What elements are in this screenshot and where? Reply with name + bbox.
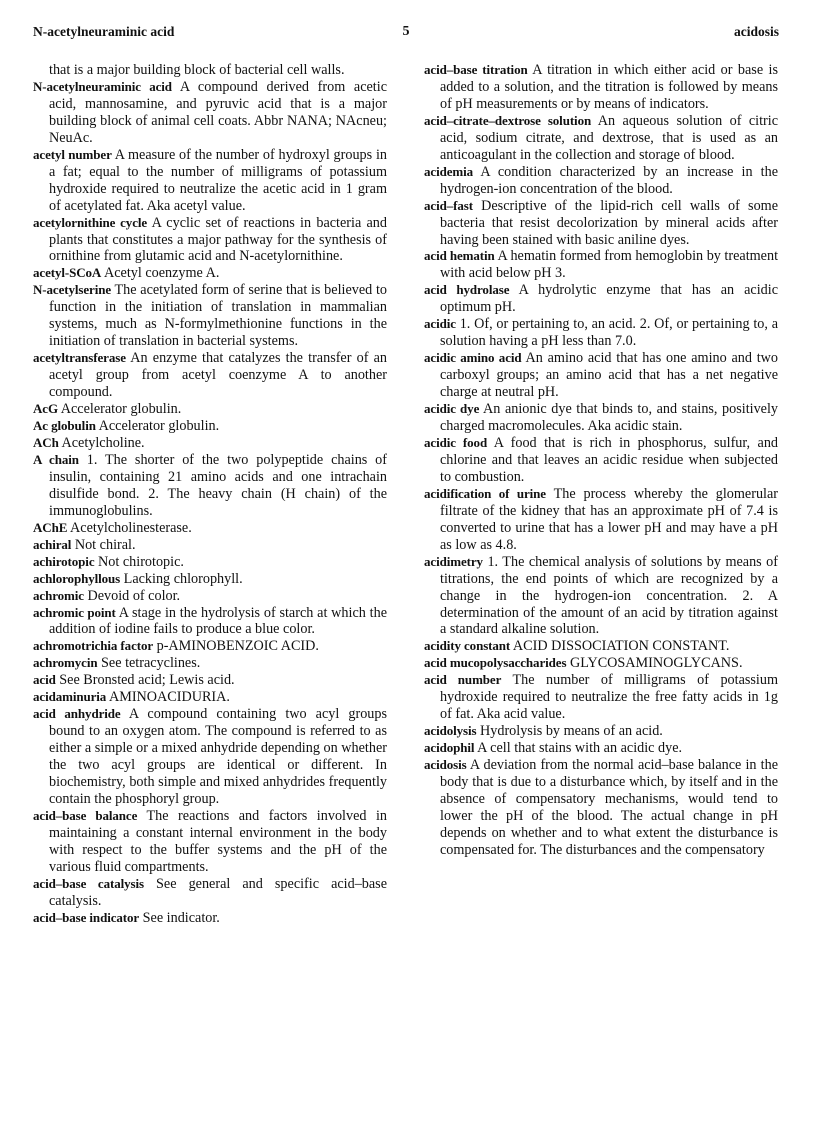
entry-definition: Acetylcholinesterase. — [70, 519, 192, 536]
dictionary-entry — [424, 401, 778, 435]
entry-definition: An enzyme that catalyzes the transfer of an acetyl group from acetyl coenzyme A to another compound. — [49, 350, 387, 401]
entry-definition: A food that is rich in phosphorus, sulfur, and chlorine and that leaves an acidic residue when subjected to combustion. — [440, 434, 779, 485]
entry-definition: An amino acid that has one amino and two carboxyl groups; an amino acid that has a net negative charge at neutral pH. — [440, 350, 779, 401]
dictionary-entry — [33, 808, 387, 876]
entry-term: achlorophyllous — [33, 570, 121, 586]
entry-term: N-acetylserine — [33, 282, 112, 298]
right-guide-word: acidosis — [733, 24, 779, 39]
dictionary-entry — [33, 655, 387, 672]
right-column — [424, 62, 778, 859]
entry-term: acidic food — [424, 434, 488, 450]
entry-term: acidic — [424, 316, 456, 332]
entry-definition: The process whereby the glomerular filtrate of the kidney that has an approximate pH of 7.4 is converted to urine that has a lower pH and may have a pH as low as 4.8. — [440, 485, 779, 553]
dictionary-entry — [33, 605, 387, 639]
entry-term: acid–fast — [424, 197, 473, 213]
page-header — [33, 24, 779, 46]
dictionary-entry — [33, 62, 387, 79]
dictionary-entry — [424, 282, 778, 316]
entry-definition: A compound containing two acyl groups bound to an oxygen atom. The compound is referred to as either a simple or a mixed anhydride depending on whether the two acyl groups are identical or different. In biochemistry, both simple and mixed anhydrides frequently contain the phosphoryl group. — [49, 706, 387, 807]
entry-definition: A cyclic set of reactions in bacteria and plants that constitutes a major pathway for the synthesis of ornithine from glutamic acid and N-acetylornithine. — [49, 214, 387, 265]
entry-definition: See tetracyclines. — [101, 655, 201, 672]
entry-term: acidimetry — [424, 553, 483, 569]
entry-definition: 1. Of, or pertaining to, an acid. 2. Of, or pertaining to, a solution having a pH less than 7.0. — [440, 316, 778, 350]
dictionary-entry — [33, 418, 387, 435]
dictionary-entry — [33, 350, 387, 401]
entry-term: acid–citrate–dextrose solution — [424, 112, 592, 128]
dictionary-entry — [33, 706, 387, 808]
dictionary-entry — [33, 401, 387, 418]
dictionary-entry — [424, 350, 778, 401]
entry-definition: 1. The chemical analysis of solutions by means of titrations, the end points of which are recognized by a change in the hydrogen-ion concentration. 2. A determination of the amount of an acid by titration against a standard alkaline solution. — [440, 553, 779, 638]
dictionary-entry — [33, 520, 387, 537]
entry-term: acid number — [424, 672, 502, 688]
entry-definition: AMINOACIDURIA. — [108, 689, 230, 706]
dictionary-entry — [424, 164, 778, 198]
entry-definition: A hydrolytic enzyme that has an acidic optimum pH. — [440, 282, 779, 316]
entry-term: Ac globulin — [33, 418, 96, 434]
entry-definition: A hematin formed from hemoglobin by treatment with acid below pH 3. — [440, 248, 779, 282]
dictionary-entry — [33, 215, 387, 266]
entry-term: achromic point — [33, 604, 116, 620]
dictionary-entry — [33, 588, 387, 605]
entry-definition: Accelerator globulin. — [60, 401, 182, 418]
entry-definition: A cell that stains with an acidic dye. — [477, 740, 683, 757]
dictionary-entry — [33, 147, 387, 215]
entry-term: acid mucopolysaccharides — [424, 655, 567, 671]
entry-definition: The number of milligrams of potassium hydroxide required to neutralize the free fatty acids in 1g of fat. Aka acid value. — [440, 672, 778, 723]
entry-definition: The reactions and factors involved in maintaining a constant internal environment in the body with respect to the buffer systems and the pH of the various fluid compartments. — [49, 807, 387, 875]
entry-term: achromic — [33, 587, 84, 603]
entry-term: acidity constant — [424, 638, 511, 654]
entry-term: acid–base balance — [33, 807, 138, 823]
entry-term: acid–base catalysis — [33, 875, 144, 891]
left-guide-word: N-acetylneuraminic acid — [33, 24, 175, 39]
left-column — [33, 62, 387, 927]
dictionary-entry — [424, 486, 778, 554]
entry-term: ACh — [33, 434, 59, 450]
entry-term: AcG — [33, 401, 58, 417]
dictionary-entry — [33, 435, 387, 452]
entry-definition: GLYCOSAMINOGLYCANS. — [569, 655, 743, 672]
dictionary-entry — [424, 740, 778, 757]
entry-term: acidemia — [424, 163, 474, 179]
entry-term: acidolysis — [424, 723, 477, 739]
dictionary-entry — [33, 282, 387, 350]
entry-definition: A deviation from the normal acid–base balance in the body that is due to a disturbance which, by itself and in the absence of compensatory mechanisms, would tend to lower the pH of the blood. The actual change in pH depends on whether and to what extent the disturbance is compensated for. The disturbances and the compensatory — [440, 757, 778, 858]
entry-term: acetyl number — [33, 146, 112, 162]
dictionary-entry — [424, 554, 778, 639]
dictionary-entry — [33, 452, 387, 520]
entry-definition: See indicator. — [142, 909, 220, 926]
entry-term: acetyl-SCoA — [33, 265, 102, 281]
entry-term: acid–base indicator — [33, 909, 140, 925]
entry-term: achromotrichia factor — [33, 638, 154, 654]
dictionary-entry — [33, 876, 387, 910]
entry-definition: Descriptive of the lipid-rich cell walls of some bacteria that resist decolorization by mineral acids after having been stained with basic aniline dyes. — [440, 197, 778, 248]
dictionary-entry — [424, 672, 778, 723]
entry-definition: A measure of the number of hydroxyl groups in a fat; equal to the number of milligrams of potassium hydroxide required to neutralize the acetic acid in 1 gram of acetylated fat. Aka acetyl value. — [49, 146, 387, 214]
dictionary-entry — [424, 638, 778, 655]
dictionary-entry — [33, 554, 387, 571]
dictionary-entry — [33, 672, 387, 689]
entry-definition: Hydrolysis by means of an acid. — [480, 723, 663, 740]
entry-definition: Not chiral. — [74, 536, 136, 553]
entry-term: acidic amino acid — [424, 350, 522, 366]
entry-term: acid anhydride — [33, 706, 121, 722]
entry-term: N-acetylneuraminic acid — [33, 78, 172, 94]
entry-term: acid hematin — [424, 248, 495, 264]
dictionary-entry — [424, 757, 778, 859]
entry-definition: ACID DISSOCIATION CONSTANT. — [512, 638, 730, 655]
entry-term: acetylornithine cycle — [33, 214, 148, 230]
entry-definition: Accelerator globulin. — [98, 418, 220, 435]
dictionary-entry — [33, 571, 387, 588]
dictionary-entry — [424, 655, 778, 672]
entry-definition: A titration in which either acid or base is added to a solution, and the titration is followed by means of pH measurements or by means of indicators. — [440, 62, 778, 112]
entry-definition: Lacking chlorophyll. — [123, 570, 243, 587]
entry-definition: See Bronsted acid; Lewis acid. — [59, 672, 235, 689]
dictionary-entry — [424, 723, 778, 740]
entry-definition: p-AMINOBENZOIC ACID. — [156, 638, 319, 655]
dictionary-entry — [424, 198, 778, 249]
entry-definition: A compound derived from acetic acid, mannosamine, and pyruvic acid that is a major building block of animal cell coats. Abbr NANA; NAcneu; NeuAc. — [49, 78, 387, 146]
entry-term: acidification of urine — [424, 485, 546, 501]
dictionary-entry — [424, 113, 778, 164]
dictionary-entry — [33, 689, 387, 706]
dictionary-entry — [33, 265, 387, 282]
dictionary-entry — [424, 316, 778, 350]
dictionary-entry — [33, 638, 387, 655]
entry-term: acid — [33, 672, 56, 688]
dictionary-entry — [33, 537, 387, 554]
entry-definition: that is a major building block of bacterial cell walls. — [49, 62, 345, 78]
entry-definition: Not chirotopic. — [98, 553, 184, 570]
dictionary-entry — [33, 79, 387, 147]
entry-term: acidaminuria — [33, 689, 107, 705]
dictionary-entry — [33, 910, 387, 927]
entry-definition: Acetyl coenzyme A. — [103, 265, 220, 282]
entry-term: AChE — [33, 519, 68, 535]
entry-term: achromycin — [33, 655, 98, 671]
dictionary-entry — [424, 435, 778, 486]
entry-definition: The acetylated form of serine that is believed to function in the initiation of translation in mammalian systems, much as N-formylmethionine functions in the initiation of translation in bacterial systems. — [49, 282, 388, 350]
entry-term: acid hydrolase — [424, 282, 510, 298]
page-number: 5 — [402, 24, 410, 39]
entry-term: achirotopic — [33, 553, 95, 569]
entry-term: acidosis — [424, 757, 467, 773]
dictionary-entry — [424, 248, 778, 282]
entry-term: acidic dye — [424, 401, 480, 417]
entry-definition: Acetylcholine. — [61, 434, 145, 451]
entry-term: achiral — [33, 536, 72, 552]
entry-term: acid–base titration — [424, 62, 528, 77]
entry-definition: See general and specific acid–base catalysis. — [49, 875, 388, 909]
entry-definition: A stage in the hydrolysis of starch at which the addition of iodine fails to produce a blue color. — [49, 604, 387, 638]
entry-definition: An anionic dye that binds to, and stains, positively charged macromolecules. Aka acidic stain. — [440, 401, 779, 435]
entry-definition: 1. The shorter of the two polypeptide chains of insulin, containing 21 amino acids and one intrachain disulfide bond. 2. The heavy chain (H chain) of the immunoglobulins. — [49, 451, 387, 519]
entry-term: A chain — [33, 451, 79, 467]
entry-term: acidophil — [424, 740, 475, 756]
entry-term: acetyltransferase — [33, 350, 126, 366]
entry-definition: A condition characterized by an increase in the hydrogen-ion concentration of the blood. — [440, 163, 779, 197]
dictionary-entry — [424, 62, 778, 113]
entry-definition: Devoid of color. — [87, 587, 181, 604]
entry-definition: An aqueous solution of citric acid, sodium citrate, and dextrose, that is used as an anticoagulant in the collection and storage of blood. — [440, 112, 778, 163]
